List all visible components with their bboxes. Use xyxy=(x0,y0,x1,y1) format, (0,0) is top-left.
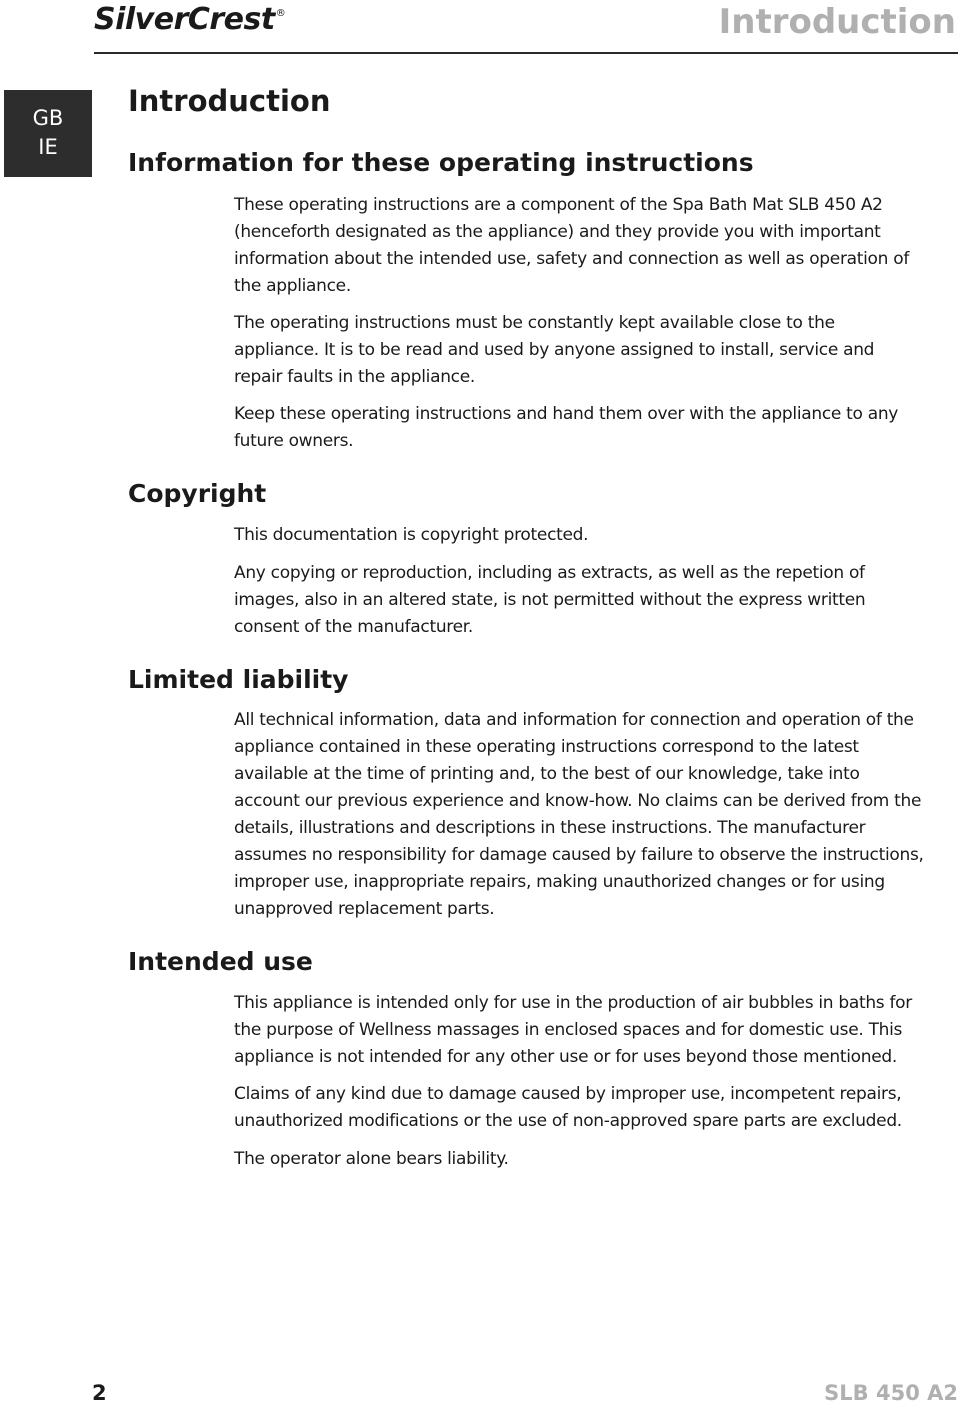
paragraph: Claims of any kind due to damage caused by improper use, incompetent repairs, unauthorized modifications or the use of non-approved spare parts are excluded. xyxy=(234,1084,902,1131)
paragraph: All technical information, data and information for connection and operation of the appliance contained in these operating instructions correspond to the latest available at the time of printing and, to the best of our knowledge, take into account our previous experience and know-how. No claims can be derived from the details, illustrations and descriptions in these instructions. The manufacturer assumes no responsibility for damage caused by failure to observe the instructions, improper use, inappropriate repairs, making unauthorized changes or for using unapproved replacement parts. xyxy=(234,710,924,919)
language-code-gb: GB xyxy=(32,106,64,130)
page-number: 2 xyxy=(92,1381,107,1405)
header-section-title: Introduction xyxy=(718,2,956,42)
header-rule xyxy=(94,52,958,54)
page-title: Introduction xyxy=(128,84,331,118)
section-heading-limited-liability: Limited liability xyxy=(128,665,349,694)
section-heading-information: Information for these operating instructions xyxy=(128,148,754,177)
paragraph: These operating instructions are a component of the Spa Bath Mat SLB 450 A2 (henceforth designated as the appliance) and they provide you with important information about the intended use, safety and connection as well as operation of the appliance. xyxy=(234,195,910,296)
paragraph: Any copying or reproduction, including as extracts, as well as the repetion of images, also in an altered state, is not permitted without the express written consent of the manufacturer. xyxy=(234,563,866,637)
paragraph: This documentation is copyright protected. xyxy=(234,525,589,545)
footer-model: SLB 450 A2 xyxy=(824,1381,958,1405)
brand-name: SilverCrest xyxy=(94,2,275,37)
paragraph: Keep these operating instructions and hand them over with the appliance to any future owners. xyxy=(234,404,899,451)
paragraph: The operator alone bears liability. xyxy=(234,1149,509,1169)
language-code-ie: IE xyxy=(38,135,58,159)
section-heading-intended-use: Intended use xyxy=(128,947,313,976)
language-tab xyxy=(4,90,92,177)
paragraph: This appliance is intended only for use in the production of air bubbles in baths for the purpose of Wellness massages in enclosed spaces and for domestic use. This appliance is not intended for any other use or for uses beyond those mentioned. xyxy=(234,993,912,1067)
paragraph: The operating instructions must be constantly kept available close to the appliance. It is to be read and used by anyone assigned to install, service and repair faults in the appliance. xyxy=(234,313,875,387)
brand-logo xyxy=(94,2,285,37)
section-heading-copyright: Copyright xyxy=(128,479,267,508)
registered-mark: ® xyxy=(275,8,286,19)
